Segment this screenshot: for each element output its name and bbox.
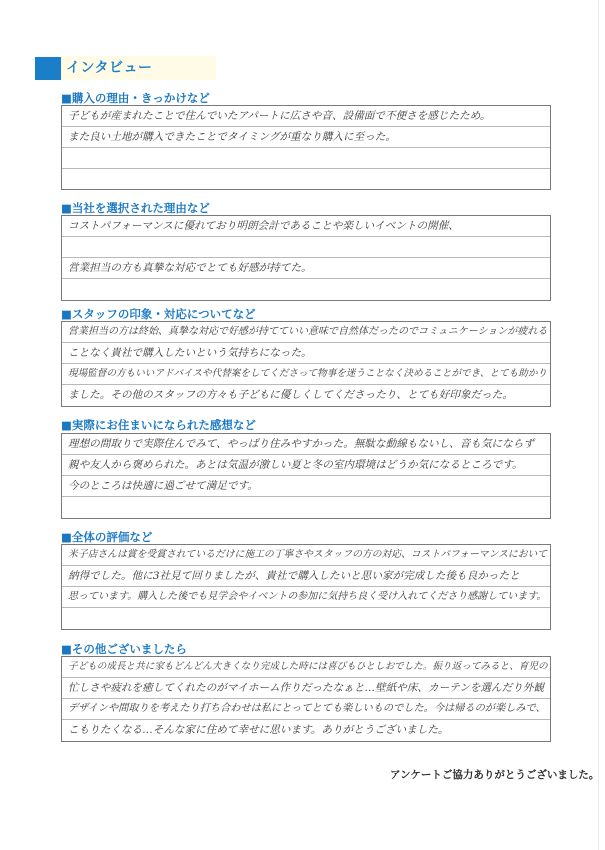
answer-box-purchase-reason [61, 105, 551, 190]
answer-line: ことなく貴社で購入したいという気持ちになった。 [62, 343, 550, 364]
section-heading-other-comments: ■その他ございましたら [61, 642, 187, 656]
answer-box-company-choice [61, 215, 551, 301]
section-heading-living-impression: ■実際にお住まいになられた感想など [61, 418, 256, 432]
answer-line: こもりたくなる…そんな家に住めて幸せに思います。ありがとうございました。 [68, 724, 449, 736]
answer-line: ました。その他のスタッフの方々も子どもに優しくしてくださったり、とても好印象だった。 [68, 389, 513, 401]
answer-line: コストパフォーマンスに優れており明朗会計であることや楽しいイベントの開催、 [62, 216, 550, 237]
answer-line: 現場監督の方もいいアドバイスや代替案をしてくださって物事を迷うことなく決めることができ、とても助かり [62, 364, 550, 385]
answer-line [62, 279, 550, 300]
answer-line: 思っています。購入した後でも見学会やイベントの参加に気持ち良く受け入れてくださり感謝しています。 [62, 587, 550, 608]
page-edge-line [598, 0, 599, 850]
answer-line: 米子店さんは賞を受賞されているだけに施工の丁寧さやスタッフの方の対応、コストパフォーマンスにおいて [62, 545, 550, 566]
answer-line [62, 497, 550, 518]
answer-line [62, 608, 550, 629]
answer-box-other-comments [61, 656, 551, 742]
answer-line: 忙しさや疲れを癒してくれたのがマイホーム作りだったなぁと…壁紙や床、カーテンを選んだり外観 [62, 678, 550, 699]
answer-box-living-impression [61, 433, 551, 519]
answer-box-overall-evaluation [61, 544, 551, 630]
answer-line [62, 169, 550, 190]
answer-line: 今のところは快適に過ごせて満足です。 [62, 476, 550, 497]
answer-line [62, 148, 550, 169]
answer-line [62, 237, 550, 258]
answer-line: 営業担当の方も真摯な対応でとても好感が持てた。 [62, 258, 550, 279]
answer-line: 子どもが産まれたことで住んでいたアパートに広さや音、設備面で不便さを感じたため。 [62, 106, 550, 127]
title-square-icon [35, 57, 61, 80]
answer-box-staff-impression [61, 321, 551, 407]
answer-line: 理想の間取りで実際住んでみて、やっぱり住みやすかった。無駄な動線もないし、音も気にならず [62, 434, 550, 455]
section-heading-overall-evaluation: ■全体の評価など [61, 530, 153, 544]
answer-line: 納得でした。他に3社見て回りましたが、貴社で購入したいと思い家が完成した後も良かったと [62, 566, 550, 587]
answer-line: デザインや間取りを考えたり打ち合わせは私にとってとても楽しいものでした。今は帰るのが楽しみで、 [62, 699, 550, 720]
answer-line: 親や友人から褒められた。あとは気温が激しい夏と冬の室内環境はどうか気になるところです。 [62, 455, 550, 476]
section-heading-company-choice: ■当社を選択された理由など [61, 201, 210, 215]
section-heading-staff-impression: ■スタッフの印象・対応についてなど [61, 307, 256, 321]
answer-line: 営業担当の方は終始、真摯な対応で好感が持てていい意味で自然体だったのでコミュニケーションが疲れる [62, 322, 550, 343]
survey-thanks-note: アンケートご協力ありがとうございました。 [390, 769, 600, 781]
page-title: インタビュー [66, 60, 153, 76]
section-heading-purchase-reason: ■購入の理由・きっかけなど [61, 91, 210, 105]
answer-line: また良い土地が購入できたことでタイミングが重なり購入に至った。 [62, 127, 550, 148]
answer-line: 子どもの成長と共に家もどんどん大きくなり完成した時には喜びもひとしおでした。振り返ってみると、育児の [62, 657, 550, 678]
